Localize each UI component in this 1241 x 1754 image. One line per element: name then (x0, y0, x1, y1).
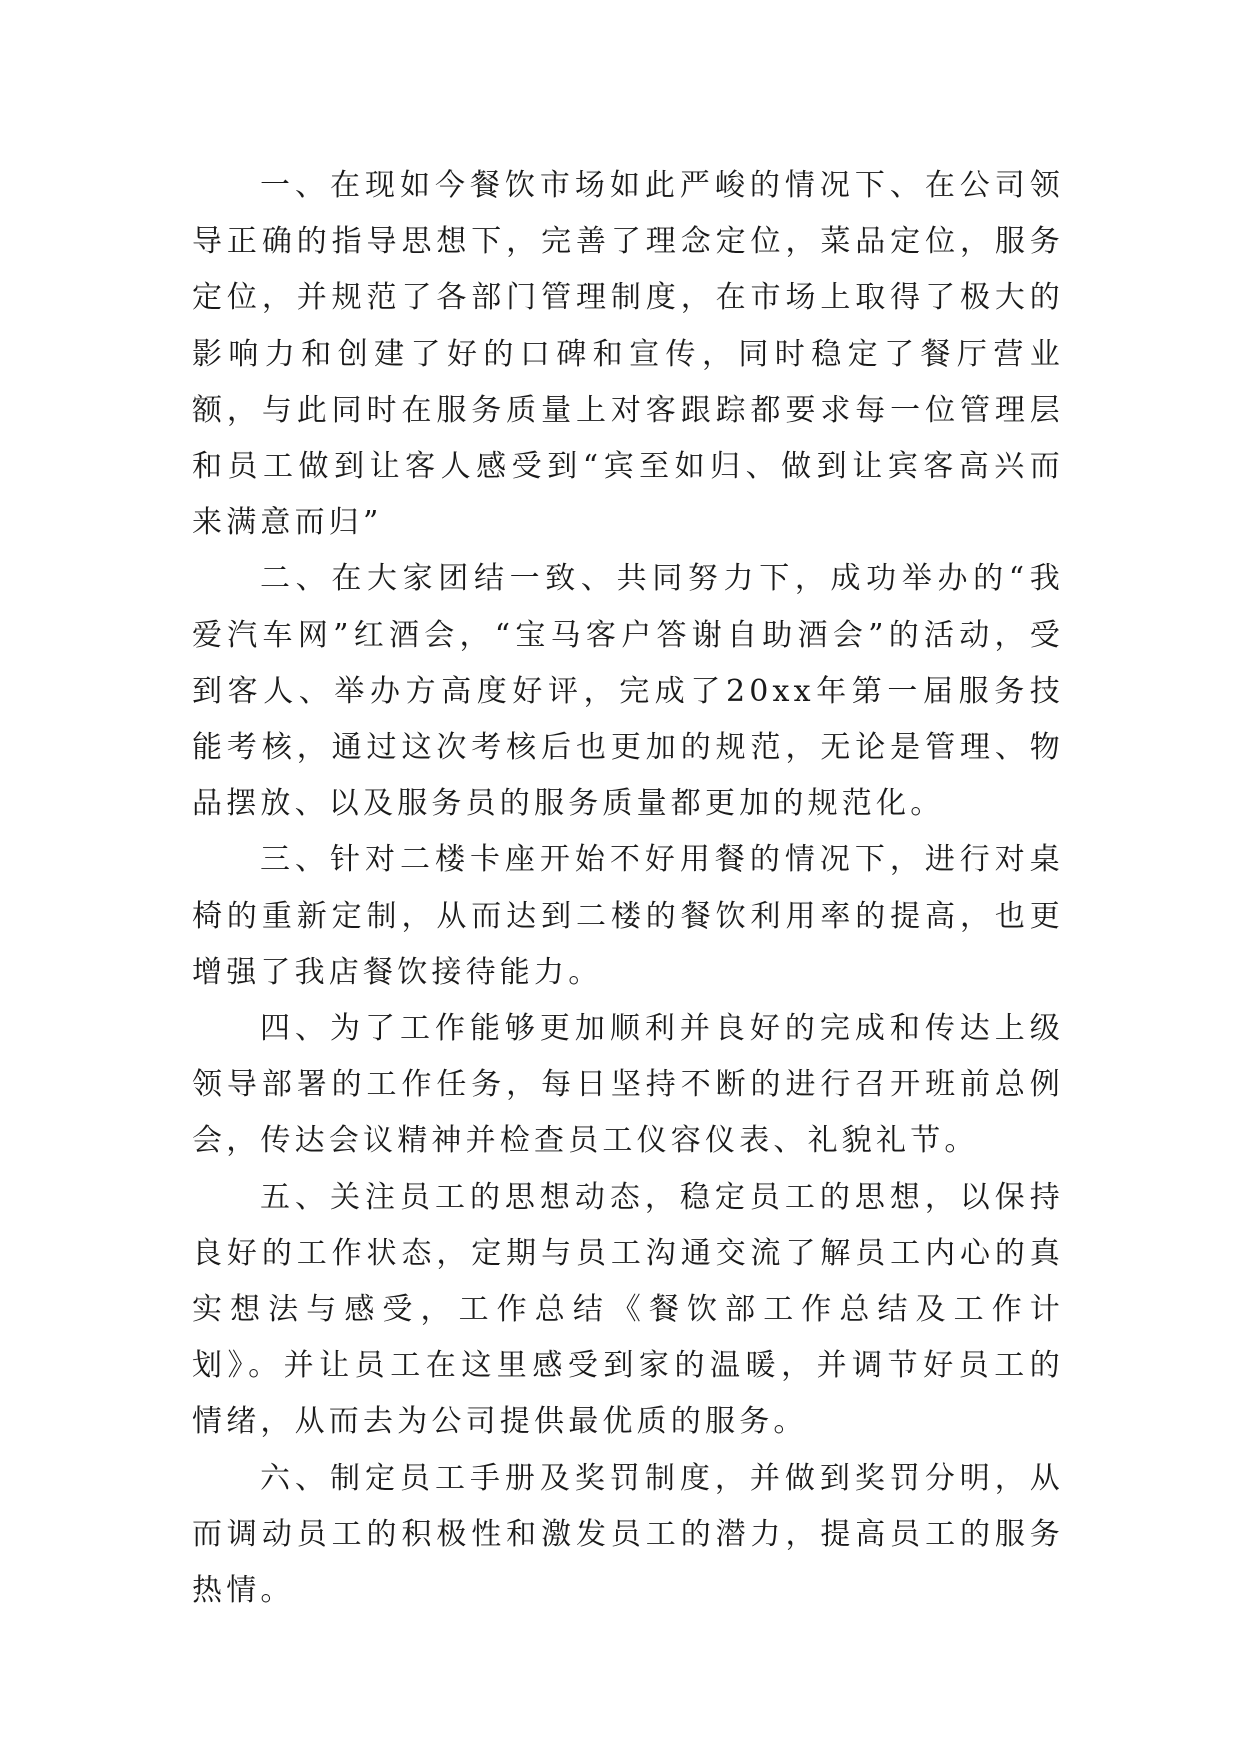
paragraph-1: 一、在现如今餐饮市场如此严峻的情况下、在公司领导正确的指导思想下，完善了理念定位，菜品定位，服务定位，并规范了各部门管理制度，在市场上取得了极大的影响力和创建了好的口碑和宣传，同时稳定了餐厅营业额，与此同时在服务质量上对客跟踪都要求每一位管理层和员工做到让客人感受到“宾至如归、做到让宾客高兴而来满意而归” (192, 168, 1064, 541)
paragraph-2: 二、在大家团结一致、共同努力下，成功举办的“我爱汽车网”红酒会，“宝马客户答谢自助酒会”的活动，受到客人、举办方高度好评，完成了20xx年第一届服务技能考核，通过这次考核后也更加的规范，无论是管理、物品摆放、以及服务员的服务质量都更加的规范化。 (192, 561, 1064, 822)
paragraph-4: 四、为了工作能够更加顺利并良好的完成和传达上级领导部署的工作任务，每日坚持不断的进行召开班前总例会，传达会议精神并检查员工仪容仪表、礼貌礼节。 (192, 1011, 1064, 1159)
paragraph-6: 六、制定员工手册及奖罚制度，并做到奖罚分明，从而调动员工的积极性和激发员工的潜力，提高员工的服务热情。 (192, 1460, 1064, 1609)
document-body (192, 158, 1064, 1619)
paragraph-5: 五、关注员工的思想动态，稳定员工的思想，以保持良好的工作状态，定期与员工沟通交流了解员工内心的真实想法与感受，工作总结《餐饮部工作总结及工作计划》。并让员工在这里感受到家的温暖，并调节好员工的情绪，从而去为公司提供最优质的服务。 (192, 1179, 1064, 1440)
paragraph-3: 三、针对二楼卡座开始不好用餐的情况下，进行对桌椅的重新定制，从而达到二楼的餐饮利用率的提高，也更增强了我店餐饮接待能力。 (192, 842, 1064, 990)
